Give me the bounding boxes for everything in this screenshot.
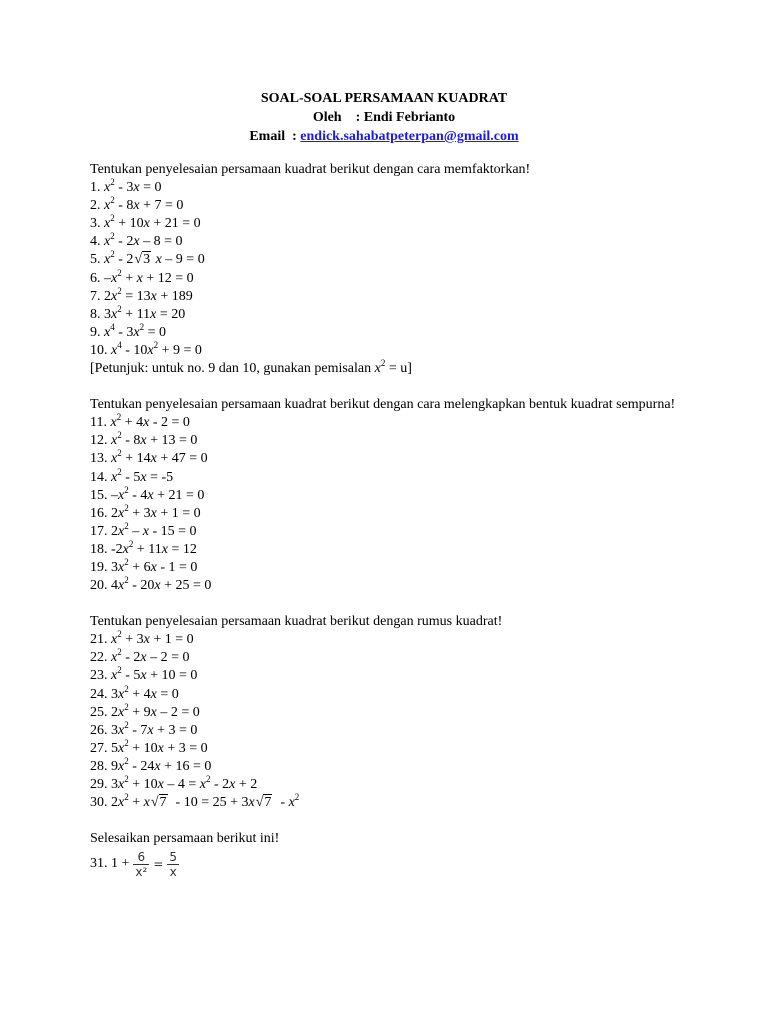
expression-text: - bbox=[273, 795, 289, 811]
problem-number: 4. bbox=[90, 234, 104, 250]
problem-12 bbox=[90, 432, 678, 450]
problem-list-factoring bbox=[90, 179, 678, 360]
section-3-intro: Tentukan penyelesaian persamaan kuadrat berikut dengan rumus kuadrat! bbox=[90, 614, 503, 630]
document-body bbox=[90, 161, 678, 882]
problem-5 bbox=[90, 251, 678, 269]
expression-text: 2 bbox=[111, 795, 118, 811]
expression-text: 3 bbox=[111, 559, 118, 575]
radicand: 7 bbox=[264, 795, 272, 811]
expression-text: = 12 bbox=[168, 541, 197, 557]
variable: x bbox=[140, 433, 147, 449]
problem-number: 3. bbox=[90, 216, 104, 232]
expression-text: - 5 bbox=[121, 668, 141, 684]
variable: x bbox=[118, 795, 125, 811]
variable: x bbox=[133, 234, 140, 250]
expression-text: - 2 bbox=[114, 252, 134, 268]
fraction-5-over-x bbox=[167, 850, 179, 879]
variable: x bbox=[111, 632, 118, 648]
exponent: 2 bbox=[110, 231, 115, 242]
variable: x bbox=[111, 270, 118, 286]
fraction-denominator: x bbox=[169, 864, 177, 879]
problem-number: 11. bbox=[90, 415, 111, 431]
exponent: 2 bbox=[294, 792, 300, 803]
fraction-numerator: 5 bbox=[169, 849, 178, 864]
problem-list-completing-square bbox=[90, 414, 678, 595]
exponent: 2 bbox=[110, 195, 115, 206]
equals-sign: = bbox=[153, 857, 164, 872]
expression-text: + 14 bbox=[121, 451, 151, 467]
expression-text: + 10 bbox=[128, 740, 158, 756]
expression-text: + 21 = 0 bbox=[149, 216, 201, 232]
variable: x bbox=[111, 469, 118, 485]
expression-text: + 10 = 0 bbox=[146, 668, 198, 684]
problem-9 bbox=[90, 321, 678, 342]
expression-text: – 9 = 0 bbox=[161, 252, 205, 268]
expression-text: – 2 = 0 bbox=[146, 650, 190, 666]
problem-number: 1. bbox=[90, 180, 104, 196]
email-line bbox=[0, 127, 768, 146]
author-line: Oleh : Endi Febrianto bbox=[312, 110, 456, 125]
variable: x bbox=[104, 216, 111, 232]
exponent: 2 bbox=[117, 448, 122, 459]
variable: x bbox=[147, 487, 154, 503]
problem-number: 21. bbox=[90, 632, 111, 648]
expression-text: 9 bbox=[111, 758, 118, 774]
expression-text: = 20 bbox=[156, 306, 186, 322]
variable: x bbox=[118, 505, 125, 521]
exponent: 2 bbox=[117, 647, 122, 658]
problem-number: 28. bbox=[90, 758, 111, 774]
problem-number: 7. bbox=[90, 288, 104, 304]
expression-text: - 24 bbox=[128, 758, 155, 774]
problem-number: 6. bbox=[90, 270, 104, 286]
variable: x bbox=[118, 704, 125, 720]
expression-text: + 3 bbox=[121, 632, 144, 648]
expression-text: + 1 = 0 bbox=[156, 505, 201, 521]
problem-number: 29. bbox=[90, 777, 111, 792]
variable: x bbox=[150, 686, 157, 702]
variable: x bbox=[118, 559, 125, 575]
variable: x bbox=[104, 234, 111, 250]
problem-31-prefix: 31. 1 + bbox=[90, 856, 130, 872]
variable: x bbox=[150, 704, 157, 720]
variable: x bbox=[118, 578, 125, 594]
variable: x bbox=[111, 288, 118, 304]
variable: x bbox=[110, 415, 117, 431]
problem-number: 5. bbox=[90, 252, 104, 268]
variable: x bbox=[140, 668, 147, 684]
section-1-intro: Tentukan penyelesaian persamaan kuadrat berikut dengan cara memfaktorkan! bbox=[90, 162, 531, 177]
problem-30 bbox=[90, 794, 678, 812]
problem-number: 19. bbox=[90, 559, 111, 575]
exponent: 2 bbox=[124, 737, 129, 748]
expression-text: + 9 = 0 bbox=[158, 342, 202, 358]
exponent: 2 bbox=[124, 755, 129, 766]
expression-text: - 4 bbox=[128, 487, 148, 503]
variable: x bbox=[150, 288, 157, 304]
problem-22 bbox=[90, 649, 678, 667]
variable: x bbox=[111, 451, 118, 467]
expression-text: + bbox=[121, 270, 137, 286]
expression-text: + 2 bbox=[235, 777, 258, 792]
expression-text: 2 bbox=[111, 505, 118, 521]
variable: x bbox=[150, 451, 157, 467]
exponent: 2 bbox=[128, 538, 134, 549]
expression-text: + 9 bbox=[128, 704, 151, 720]
variable: x bbox=[111, 650, 118, 666]
problem-number: 14. bbox=[90, 469, 111, 485]
expression-text: + 10 bbox=[128, 777, 158, 792]
problem-19 bbox=[90, 556, 678, 577]
variable: x bbox=[118, 686, 125, 702]
problem-number: 8. bbox=[90, 306, 104, 322]
exponent: 2 bbox=[124, 701, 129, 712]
variable: x bbox=[157, 777, 164, 792]
exponent: 2 bbox=[153, 339, 159, 350]
expression-text: + 16 = 0 bbox=[160, 758, 212, 774]
expression-text: = 0 bbox=[156, 686, 179, 702]
variable: x bbox=[104, 198, 111, 214]
variable: x bbox=[154, 758, 161, 774]
problem-number: 24. bbox=[90, 686, 111, 702]
radical-sign: √ bbox=[134, 252, 143, 268]
exponent: 2 bbox=[110, 249, 115, 260]
expression-text: = 0 bbox=[144, 324, 167, 340]
problem-24 bbox=[90, 683, 678, 704]
expression-text: 2 bbox=[111, 704, 118, 720]
variable: x bbox=[150, 559, 157, 575]
exponent: 2 bbox=[124, 502, 129, 513]
expression-text: + 3 = 0 bbox=[153, 722, 198, 738]
radicand: 7 bbox=[159, 795, 167, 811]
problem-number: 18. bbox=[90, 541, 111, 557]
document-title: SOAL-SOAL PERSAMAAN KUADRAT bbox=[260, 91, 508, 106]
fraction-denominator: x² bbox=[135, 864, 148, 879]
exponent: 4 bbox=[117, 339, 122, 350]
variable: x bbox=[157, 740, 164, 756]
problem-15 bbox=[90, 484, 678, 505]
variable: x bbox=[111, 342, 118, 358]
square-root bbox=[256, 794, 273, 812]
fraction-6-over-x2 bbox=[133, 850, 149, 879]
expression-text: + 11 bbox=[121, 306, 151, 322]
variable: x bbox=[136, 270, 143, 286]
problem-14 bbox=[90, 466, 678, 487]
variable: x bbox=[150, 505, 157, 521]
problem-number: 27. bbox=[90, 740, 111, 756]
problem-23 bbox=[90, 667, 678, 685]
radical-sign: √ bbox=[255, 795, 264, 811]
expression-text: + bbox=[128, 795, 144, 811]
variable: x bbox=[104, 252, 111, 268]
variable: x bbox=[288, 795, 295, 811]
expression-text: – 4 = bbox=[163, 777, 200, 792]
exponent: 2 bbox=[124, 683, 129, 694]
problem-13 bbox=[90, 450, 678, 468]
square-root bbox=[151, 794, 168, 812]
problem-8 bbox=[90, 303, 678, 324]
variable: x bbox=[248, 795, 255, 811]
variable: x bbox=[111, 433, 118, 449]
exponent: 2 bbox=[117, 430, 122, 441]
variable: x bbox=[147, 722, 154, 738]
variable: x bbox=[118, 523, 125, 539]
expression-text: + 6 bbox=[128, 559, 151, 575]
variable: x bbox=[122, 541, 129, 557]
expression-text: – bbox=[128, 523, 143, 539]
expression-text: + 1 = 0 bbox=[149, 632, 194, 648]
problem-31 bbox=[90, 846, 678, 882]
problem-number: 13. bbox=[90, 451, 111, 467]
problem-number: 26. bbox=[90, 722, 111, 738]
exponent: 2 bbox=[110, 213, 115, 224]
expression-text: - 2 bbox=[114, 234, 134, 250]
variable: x bbox=[147, 342, 154, 358]
variable: x bbox=[143, 795, 150, 811]
expression-text: 3 bbox=[104, 306, 111, 322]
variable: x bbox=[118, 487, 125, 503]
expression-text: + 3 = 0 bbox=[163, 740, 208, 756]
exponent: 2 bbox=[124, 484, 129, 495]
exponent: 2 bbox=[124, 520, 129, 531]
problem-17 bbox=[90, 520, 678, 541]
variable: x bbox=[118, 722, 125, 738]
variable: x bbox=[143, 216, 150, 232]
problem-list-quadratic-formula bbox=[90, 631, 678, 812]
fraction-numerator: 6 bbox=[137, 849, 146, 864]
expression-text: + 189 bbox=[156, 288, 193, 304]
expression-text: + 10 bbox=[114, 216, 144, 232]
problem-number: 16. bbox=[90, 505, 111, 521]
exponent: 2 bbox=[117, 629, 122, 640]
exponent: 2 bbox=[205, 774, 211, 784]
section-4-intro: Selesaikan persamaan berikut ini! bbox=[90, 831, 280, 847]
expression-text: 3 bbox=[111, 686, 118, 702]
variable: x bbox=[143, 632, 150, 648]
radicand: 3 bbox=[143, 252, 151, 268]
expression-text: = 13 bbox=[121, 288, 151, 304]
problem-7 bbox=[90, 285, 678, 306]
variable: x bbox=[199, 777, 206, 792]
expression-text: 2 bbox=[104, 288, 111, 304]
expression-text: 4 bbox=[111, 578, 118, 594]
variable: x bbox=[118, 740, 125, 756]
variable: x bbox=[229, 777, 236, 792]
exponent: 2 bbox=[116, 412, 122, 423]
variable: x bbox=[150, 306, 157, 322]
variable: x bbox=[154, 578, 161, 594]
exponent: 2 bbox=[124, 556, 129, 567]
expression-text: + 3 bbox=[128, 505, 151, 521]
exponent: 2 bbox=[117, 285, 122, 296]
expression-text: = -5 bbox=[146, 469, 174, 485]
exponent: 2 bbox=[117, 303, 122, 314]
problem-2 bbox=[90, 197, 678, 215]
expression-text: + 21 = 0 bbox=[153, 487, 205, 503]
expression-text: - 5 bbox=[121, 469, 141, 485]
expression-text: = 0 bbox=[139, 180, 162, 196]
problem-26 bbox=[90, 719, 678, 740]
problem-number: 20. bbox=[90, 578, 111, 594]
expression-text: - 2 bbox=[210, 777, 230, 792]
exponent: 2 bbox=[117, 466, 122, 477]
expression-text: - 10 = 25 + 3 bbox=[168, 795, 249, 811]
email-link[interactable]: endick.sahabatpeterpan@gmail.com bbox=[300, 129, 519, 144]
section-2-intro: Tentukan penyelesaian persamaan kuadrat berikut dengan cara melengkapkan bentuk kuadrat sempurna! bbox=[90, 397, 676, 413]
expression-text: - 20 bbox=[128, 578, 155, 594]
variable: x bbox=[111, 668, 118, 684]
square-root bbox=[134, 251, 151, 269]
problem-16 bbox=[90, 502, 678, 523]
problem-29 bbox=[90, 776, 678, 794]
radical-sign: √ bbox=[150, 795, 159, 811]
problem-6 bbox=[90, 267, 678, 288]
expression-text: + 25 = 0 bbox=[160, 578, 212, 594]
variable: x bbox=[118, 777, 125, 792]
problem-3 bbox=[90, 215, 678, 233]
expression-text: - 3 bbox=[114, 180, 134, 196]
variable: x bbox=[104, 180, 111, 196]
variable: x bbox=[133, 324, 140, 340]
expression-text: -2 bbox=[111, 541, 123, 557]
problem-4 bbox=[90, 233, 678, 251]
problem-20 bbox=[90, 577, 678, 595]
variable: x bbox=[104, 324, 111, 340]
expression-text: - 7 bbox=[128, 722, 148, 738]
problem-number: 17. bbox=[90, 523, 111, 539]
expression-text: + 7 = 0 bbox=[139, 198, 184, 214]
variable: x bbox=[133, 198, 140, 214]
expression-text: - 15 = 0 bbox=[148, 523, 197, 539]
exponent: 2 bbox=[117, 665, 122, 676]
exponent: 2 bbox=[117, 267, 122, 278]
expression-text: - 2 bbox=[121, 650, 141, 666]
exponent: 2 bbox=[110, 177, 115, 188]
problem-number: 12. bbox=[90, 433, 111, 449]
expression-text: 5 bbox=[111, 740, 118, 756]
problem-25 bbox=[90, 701, 678, 722]
email-label: Email : bbox=[249, 129, 301, 144]
expression-text: + 13 = 0 bbox=[146, 433, 198, 449]
expression-text: 3 bbox=[111, 722, 118, 738]
expression-text: + 4 bbox=[128, 686, 151, 702]
expression-text: - 3 bbox=[114, 324, 134, 340]
variable: x bbox=[118, 758, 125, 774]
problem-number: 23. bbox=[90, 668, 111, 684]
variable: x bbox=[140, 650, 147, 666]
expression-text: - 10 bbox=[121, 342, 148, 358]
variable: x bbox=[142, 523, 149, 539]
problem-11 bbox=[90, 414, 678, 432]
exponent: 2 bbox=[124, 575, 129, 586]
variable: x bbox=[133, 180, 140, 196]
expression-text: + 4 bbox=[121, 415, 144, 431]
expression-text: + 47 = 0 bbox=[156, 451, 208, 467]
exponent: 2 bbox=[124, 774, 129, 784]
problem-number: 25. bbox=[90, 704, 111, 720]
expression-text: + 12 = 0 bbox=[142, 270, 194, 286]
problem-number: 10. bbox=[90, 342, 111, 358]
expression-text: - 8 bbox=[114, 198, 134, 214]
variable: x bbox=[111, 306, 118, 322]
problem-number: 15. bbox=[90, 487, 111, 503]
problem-27 bbox=[90, 737, 678, 758]
expression-text: - 8 bbox=[121, 433, 141, 449]
problem-18 bbox=[90, 538, 678, 559]
problem-28 bbox=[90, 755, 678, 776]
expression-text: 2 bbox=[111, 523, 118, 539]
expression-text: – bbox=[111, 487, 118, 503]
problem-21 bbox=[90, 631, 678, 649]
problem-number: 22. bbox=[90, 650, 111, 666]
variable: x bbox=[140, 469, 147, 485]
variable: x bbox=[155, 252, 162, 268]
expression-text: - 2 = 0 bbox=[149, 415, 190, 431]
exponent: 2 bbox=[139, 321, 145, 332]
problem-1 bbox=[90, 179, 678, 197]
problem-number: 9. bbox=[90, 324, 104, 340]
document-header bbox=[0, 89, 768, 146]
variable: x bbox=[143, 415, 150, 431]
variable: x bbox=[161, 541, 168, 557]
section-1-hint: [Petunjuk: untuk no. 9 dan 10, gunakan pemisalan $x^2 = u$] bbox=[90, 358, 412, 377]
problem-number: 2. bbox=[90, 198, 104, 214]
expression-text: – bbox=[104, 270, 111, 286]
expression-text: + 11 bbox=[133, 541, 162, 557]
exponent: 2 bbox=[124, 719, 129, 730]
exponent: 2 bbox=[124, 792, 129, 803]
exponent: 4 bbox=[110, 321, 115, 332]
expression-text: – 2 = 0 bbox=[156, 704, 200, 720]
problem-number: 30. bbox=[90, 795, 111, 811]
expression-text: - 1 = 0 bbox=[156, 559, 198, 575]
expression-text: 3 bbox=[111, 777, 118, 792]
expression-text: – 8 = 0 bbox=[139, 234, 183, 250]
